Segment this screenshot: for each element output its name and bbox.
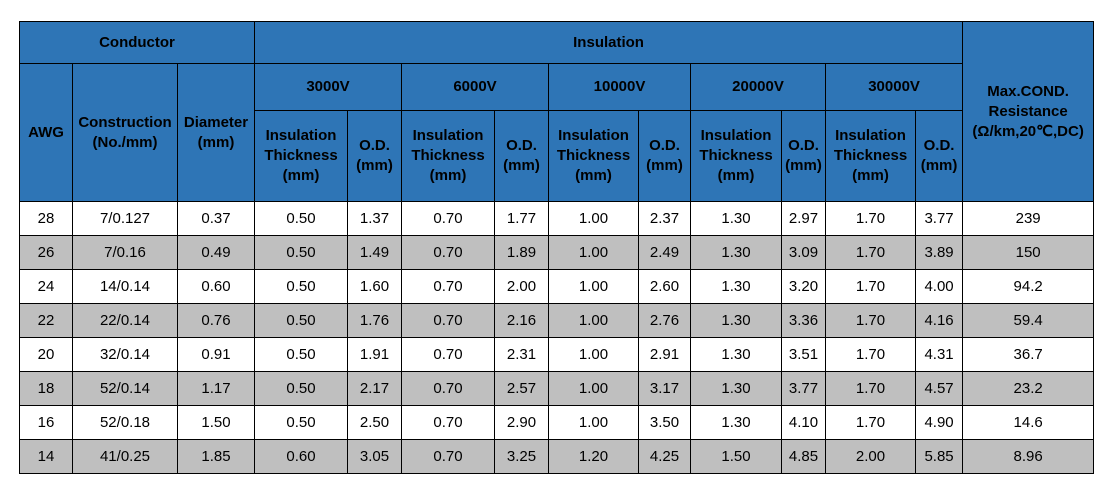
- diameter-cell: 0.49: [178, 236, 255, 270]
- thickness-cell: 0.70: [402, 406, 495, 440]
- od-cell: 4.10: [782, 406, 826, 440]
- od-cell: 3.50: [639, 406, 691, 440]
- construction-header-line2: (No./mm): [92, 133, 158, 151]
- thickness-cell: 1.70: [826, 270, 916, 304]
- awg-cell: 24: [20, 270, 73, 304]
- voltage-header: 10000V: [549, 64, 691, 111]
- thickness-header-line: (mm): [717, 167, 755, 184]
- od-cell: 1.76: [348, 304, 402, 338]
- resistance-cell: 23.2: [963, 372, 1094, 406]
- table-row: [20, 406, 1094, 440]
- construction-header-line1: Construction: [78, 113, 172, 131]
- construction-cell: 52/0.18: [73, 406, 178, 440]
- od-cell: 2.90: [495, 406, 549, 440]
- table-row: [20, 304, 1094, 338]
- od-header: [495, 111, 549, 202]
- table-row: [20, 236, 1094, 270]
- diameter-cell: 1.17: [178, 372, 255, 406]
- diameter-cell: 1.50: [178, 406, 255, 440]
- thickness-cell: 1.70: [826, 338, 916, 372]
- construction-header: [73, 64, 178, 202]
- od-header-line: (mm): [503, 157, 540, 174]
- resistance-cell: 59.4: [963, 304, 1094, 338]
- thickness-header-line: (mm): [852, 167, 889, 184]
- od-cell: 2.31: [495, 338, 549, 372]
- construction-cell: 52/0.14: [73, 372, 178, 406]
- construction-cell: 32/0.14: [73, 338, 178, 372]
- thickness-cell: 1.70: [826, 202, 916, 236]
- od-cell: 1.89: [495, 236, 549, 270]
- thickness-header: [549, 111, 639, 202]
- od-header-line: O.D.: [649, 137, 680, 154]
- conductor-header: Conductor: [20, 22, 255, 64]
- awg-cell: 18: [20, 372, 73, 406]
- thickness-cell: 1.30: [691, 406, 782, 440]
- od-header-line: (mm): [646, 157, 683, 174]
- diameter-cell: 0.76: [178, 304, 255, 338]
- thickness-cell: 1.70: [826, 406, 916, 440]
- thickness-cell: 0.70: [402, 440, 495, 474]
- od-header: [782, 111, 826, 202]
- thickness-cell: 1.70: [826, 236, 916, 270]
- thickness-header-line: (mm): [282, 167, 320, 184]
- od-cell: 1.77: [495, 202, 549, 236]
- construction-cell: 41/0.25: [73, 440, 178, 474]
- od-cell: 3.77: [782, 372, 826, 406]
- thickness-cell: 1.00: [549, 406, 639, 440]
- od-cell: 1.60: [348, 270, 402, 304]
- awg-cell: 16: [20, 406, 73, 440]
- thickness-cell: 0.70: [402, 304, 495, 338]
- od-header-line: (mm): [356, 157, 393, 174]
- resistance-header: [963, 22, 1094, 202]
- od-cell: 2.97: [782, 202, 826, 236]
- od-cell: 4.31: [916, 338, 963, 372]
- resistance-header-line1: Max.COND.: [987, 82, 1069, 100]
- thickness-cell: 0.70: [402, 236, 495, 270]
- thickness-cell: 1.30: [691, 202, 782, 236]
- od-cell: 2.91: [639, 338, 691, 372]
- awg-header: AWG: [20, 64, 73, 202]
- od-header-line: (mm): [785, 157, 822, 174]
- thickness-cell: 0.60: [255, 440, 348, 474]
- thickness-header-line: Thickness: [699, 147, 773, 164]
- od-header-line: O.D.: [506, 137, 537, 154]
- od-header-line: O.D.: [359, 137, 390, 154]
- table-row: [20, 372, 1094, 406]
- thickness-cell: 0.50: [255, 270, 348, 304]
- od-cell: 2.57: [495, 372, 549, 406]
- thickness-cell: 2.00: [826, 440, 916, 474]
- thickness-cell: 1.00: [549, 270, 639, 304]
- awg-cell: 20: [20, 338, 73, 372]
- od-cell: 2.49: [639, 236, 691, 270]
- awg-cell: 22: [20, 304, 73, 338]
- construction-cell: 7/0.127: [73, 202, 178, 236]
- table-row: [20, 440, 1094, 474]
- table-row: [20, 202, 1094, 236]
- awg-cell: 28: [20, 202, 73, 236]
- awg-cell: 14: [20, 440, 73, 474]
- thickness-header-line: Thickness: [556, 147, 631, 164]
- wire-spec-table: [19, 21, 1094, 474]
- resistance-cell: 36.7: [963, 338, 1094, 372]
- od-cell: 5.85: [916, 440, 963, 474]
- od-cell: 3.25: [495, 440, 549, 474]
- od-cell: 2.60: [639, 270, 691, 304]
- table-row: [20, 338, 1094, 372]
- resistance-cell: 94.2: [963, 270, 1094, 304]
- od-cell: 3.36: [782, 304, 826, 338]
- thickness-cell: 0.50: [255, 304, 348, 338]
- od-cell: 1.37: [348, 202, 402, 236]
- od-cell: 1.91: [348, 338, 402, 372]
- od-cell: 2.50: [348, 406, 402, 440]
- od-cell: 3.77: [916, 202, 963, 236]
- thickness-header-line: Insulation: [700, 127, 772, 144]
- thickness-header-line: Insulation: [412, 127, 484, 144]
- od-cell: 4.85: [782, 440, 826, 474]
- thickness-cell: 1.00: [549, 202, 639, 236]
- od-cell: 1.49: [348, 236, 402, 270]
- diameter-header: [178, 64, 255, 202]
- diameter-cell: 0.60: [178, 270, 255, 304]
- awg-cell: 26: [20, 236, 73, 270]
- thickness-cell: 1.00: [549, 338, 639, 372]
- od-header: [916, 111, 963, 202]
- od-cell: 2.16: [495, 304, 549, 338]
- od-cell: 3.09: [782, 236, 826, 270]
- od-header-line: O.D.: [788, 137, 819, 154]
- diameter-cell: 0.37: [178, 202, 255, 236]
- thickness-cell: 0.70: [402, 372, 495, 406]
- thickness-header-line: (mm): [429, 167, 467, 184]
- resistance-cell: 8.96: [963, 440, 1094, 474]
- od-cell: 2.76: [639, 304, 691, 338]
- thickness-header-line: Thickness: [833, 147, 908, 164]
- od-cell: 2.17: [348, 372, 402, 406]
- thickness-cell: 0.50: [255, 338, 348, 372]
- construction-cell: 7/0.16: [73, 236, 178, 270]
- thickness-header: [402, 111, 495, 202]
- thickness-header-line: Thickness: [411, 147, 485, 164]
- diameter-header-line1: Diameter: [183, 113, 249, 131]
- thickness-cell: 1.30: [691, 236, 782, 270]
- thickness-cell: 1.00: [549, 236, 639, 270]
- thickness-cell: 0.50: [255, 406, 348, 440]
- od-cell: 3.20: [782, 270, 826, 304]
- resistance-header-line2: Resistance: [988, 102, 1068, 120]
- resistance-cell: 239: [963, 202, 1094, 236]
- diameter-cell: 1.85: [178, 440, 255, 474]
- thickness-cell: 1.00: [549, 304, 639, 338]
- resistance-header-line3: (Ω/km,20℃,DC): [972, 122, 1084, 140]
- od-header-line: O.D.: [923, 137, 955, 154]
- thickness-cell: 0.70: [402, 338, 495, 372]
- voltage-header: 20000V: [691, 64, 826, 111]
- thickness-cell: 1.00: [549, 372, 639, 406]
- resistance-cell: 150: [963, 236, 1094, 270]
- od-cell: 2.00: [495, 270, 549, 304]
- voltage-header: 3000V: [255, 64, 402, 111]
- thickness-header: [691, 111, 782, 202]
- od-cell: 4.00: [916, 270, 963, 304]
- thickness-cell: 1.30: [691, 304, 782, 338]
- thickness-cell: 1.70: [826, 304, 916, 338]
- thickness-cell: 0.50: [255, 236, 348, 270]
- od-header: [348, 111, 402, 202]
- od-cell: 3.17: [639, 372, 691, 406]
- thickness-cell: 1.30: [691, 270, 782, 304]
- thickness-cell: 1.50: [691, 440, 782, 474]
- od-cell: 4.57: [916, 372, 963, 406]
- thickness-header-line: Insulation: [265, 127, 337, 144]
- diameter-header-line2: (mm): [197, 133, 235, 151]
- thickness-header-line: Thickness: [264, 147, 338, 164]
- thickness-header: [826, 111, 916, 202]
- thickness-header-line: Insulation: [558, 127, 629, 144]
- od-cell: 4.25: [639, 440, 691, 474]
- thickness-cell: 0.70: [402, 270, 495, 304]
- od-cell: 2.37: [639, 202, 691, 236]
- thickness-cell: 1.30: [691, 338, 782, 372]
- thickness-header: [255, 111, 348, 202]
- resistance-cell: 14.6: [963, 406, 1094, 440]
- thickness-cell: 1.20: [549, 440, 639, 474]
- thickness-header-line: (mm): [575, 167, 612, 184]
- construction-cell: 22/0.14: [73, 304, 178, 338]
- od-cell: 3.05: [348, 440, 402, 474]
- voltage-header: 6000V: [402, 64, 549, 111]
- voltage-header: 30000V: [826, 64, 963, 111]
- od-cell: 3.89: [916, 236, 963, 270]
- thickness-cell: 1.30: [691, 372, 782, 406]
- thickness-header-line: Insulation: [835, 127, 906, 144]
- od-header: [639, 111, 691, 202]
- thickness-cell: 0.70: [402, 202, 495, 236]
- thickness-cell: 1.70: [826, 372, 916, 406]
- thickness-cell: 0.50: [255, 372, 348, 406]
- diameter-cell: 0.91: [178, 338, 255, 372]
- od-cell: 4.16: [916, 304, 963, 338]
- thickness-cell: 0.50: [255, 202, 348, 236]
- od-cell: 4.90: [916, 406, 963, 440]
- insulation-header: Insulation: [255, 22, 963, 64]
- construction-cell: 14/0.14: [73, 270, 178, 304]
- od-cell: 3.51: [782, 338, 826, 372]
- od-header-line: (mm): [920, 157, 958, 174]
- table-row: [20, 270, 1094, 304]
